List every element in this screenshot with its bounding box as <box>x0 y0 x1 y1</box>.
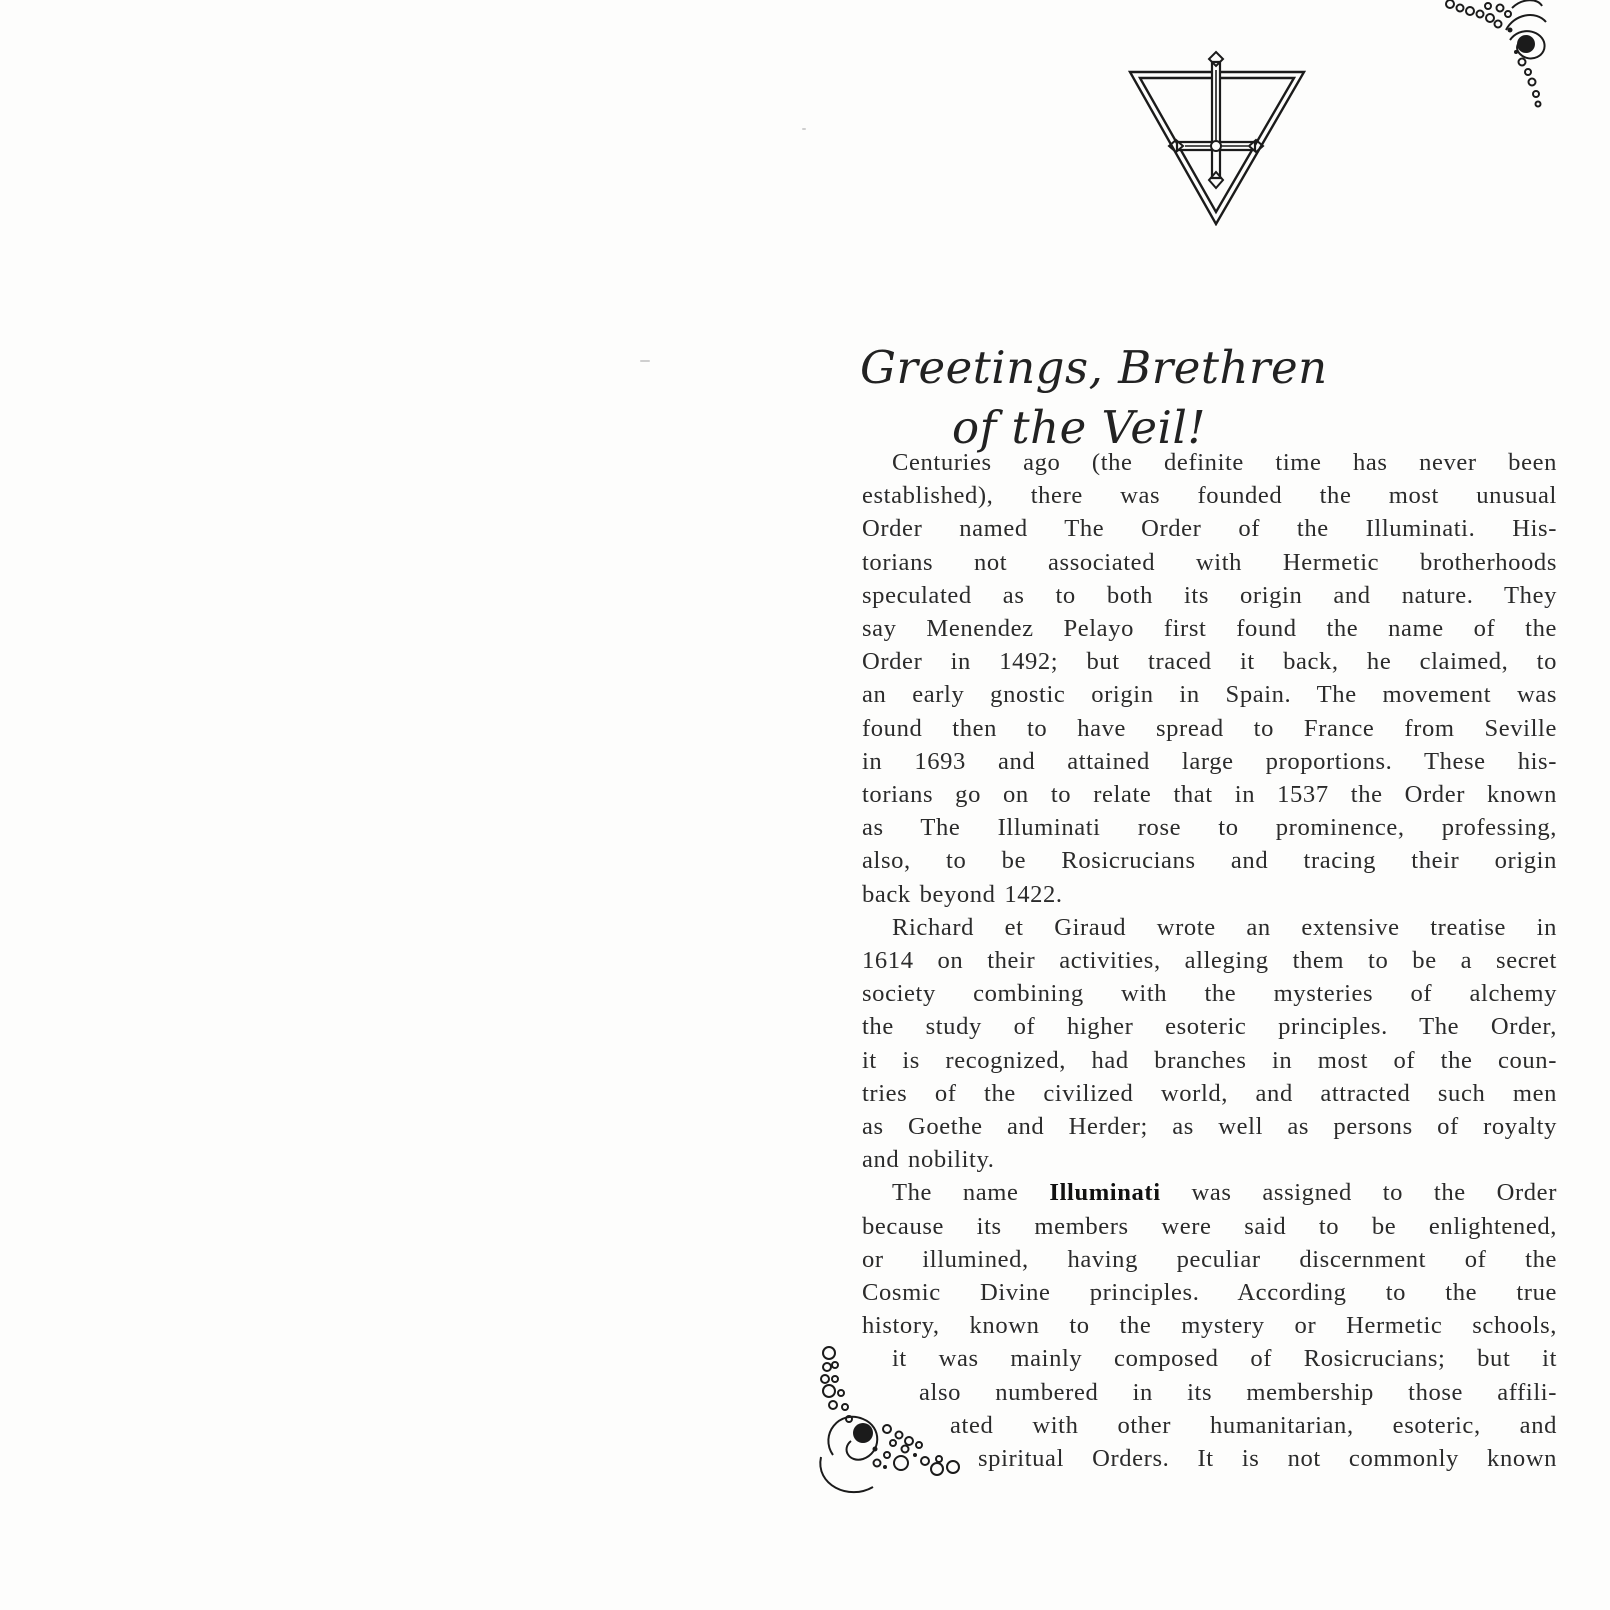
title-line-2: of the Veil! <box>952 401 1206 455</box>
text-line: also numbered in its membership those affili- <box>919 1378 1557 1406</box>
page-title <box>860 338 1380 458</box>
text-line: Cosmic Divine principles. According to the true <box>862 1279 1557 1307</box>
text-line: say Menendez Pelayo first found the name of the <box>862 615 1557 643</box>
cross-in-triangle-emblem <box>1128 50 1308 226</box>
text-line: the study of higher esoteric principles. The Order, <box>862 1013 1557 1041</box>
text-line: because its members were said to be enlightened, <box>862 1212 1557 1240</box>
text-line: Order in 1492; but traced it back, he claimed, to <box>862 648 1557 676</box>
paper-speck <box>802 128 806 130</box>
article-body <box>862 446 1557 1475</box>
text-line: found then to have spread to France from Seville <box>862 714 1557 742</box>
paragraph-1 <box>862 446 1557 911</box>
text-line: in 1693 and attained large proportions. These his- <box>862 747 1557 775</box>
text-line: and nobility. <box>862 1146 995 1174</box>
text-line: back beyond 1422. <box>862 880 1063 908</box>
text-line: ated with other humanitarian, esoteric, and <box>950 1411 1557 1439</box>
text-line: tries of the civilized world, and attracted such men <box>862 1079 1557 1107</box>
text-line: Richard et Giraud wrote an extensive treatise in <box>892 913 1557 941</box>
text-line: speculated as to both its origin and nature. They <box>862 581 1557 609</box>
text-run: was assigned to the Order <box>1160 1179 1557 1207</box>
text-line: as The Illuminati rose to prominence, professing, <box>862 814 1557 842</box>
text-line: Order named The Order of the Illuminati. His- <box>862 515 1557 543</box>
text-line: as Goethe and Herder; as well as persons of royalty <box>862 1113 1557 1141</box>
text-line: spiritual Orders. It is not commonly known <box>978 1445 1557 1473</box>
bold-term: Illuminati <box>1049 1179 1161 1207</box>
text-line: also, to be Rosicrucians and tracing their origin <box>862 847 1557 875</box>
title-line-1: Greetings, Brethren <box>860 341 1328 395</box>
text-line: society combining with the mysteries of alchemy <box>862 980 1557 1008</box>
text-line: established), there was founded the most unusual <box>862 482 1557 510</box>
paragraph-3 <box>862 1176 1557 1475</box>
paper-speck <box>640 360 650 362</box>
text-line: or illumined, having peculiar discernment of the <box>862 1245 1557 1273</box>
text-line: it was mainly composed of Rosicrucians; but it <box>892 1345 1557 1373</box>
paragraph-2 <box>862 911 1557 1177</box>
text-line: it is recognized, had branches in most of the coun- <box>862 1046 1557 1074</box>
text-line: torians not associated with Hermetic brotherhoods <box>862 548 1557 576</box>
text-line <box>862 1176 1557 1209</box>
rosary-corner-ornament-top-right <box>1440 0 1610 120</box>
text-line: an early gnostic origin in Spain. The movement was <box>862 681 1557 709</box>
text-line: 1614 on their activities, alleging them to be a secret <box>862 947 1557 975</box>
text-run: The name <box>892 1179 1050 1207</box>
text-line: history, known to the mystery or Hermetic schools, <box>862 1312 1557 1340</box>
text-line: Centuries ago (the definite time has never been <box>892 449 1557 476</box>
text-line: torians go on to relate that in 1537 the Order known <box>862 781 1557 809</box>
